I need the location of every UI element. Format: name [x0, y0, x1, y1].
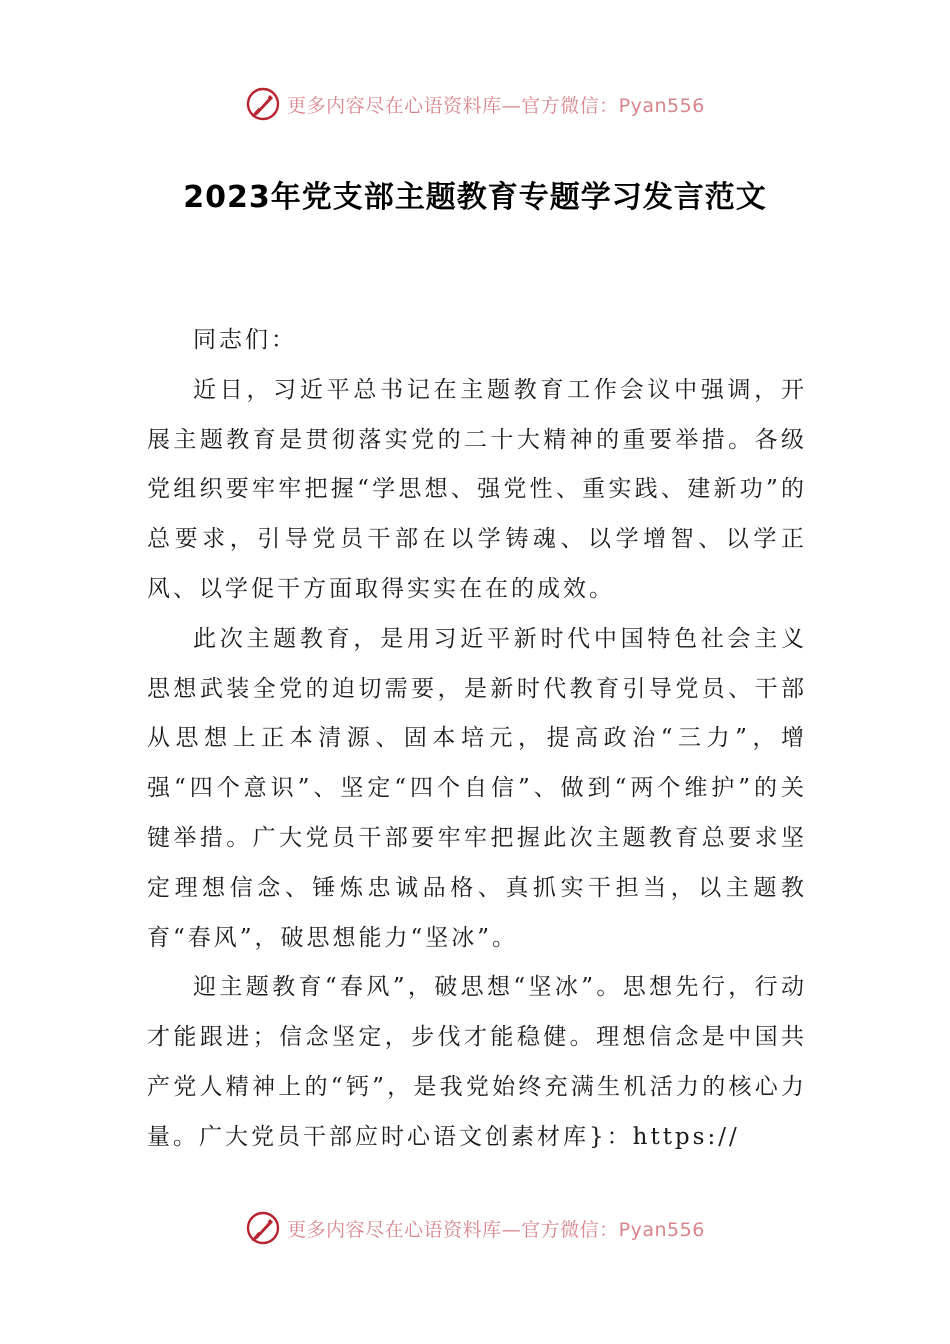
footer-banner — [0, 1208, 950, 1248]
document-title: 2023年党支部主题教育专题学习发言范文 — [183, 180, 767, 215]
quill-logo-icon — [245, 1210, 281, 1246]
paragraph-3: 迎主题教育“春风”，破思想“坚冰”。思想先行，行动才能跟进；信念坚定，步伐才能稳健。理想信念是中国共产党人精神上的“钙”，是我党始终充满生机活力的核心力量。广大党员干部应时心语文创素材库}：https:// — [147, 974, 807, 1150]
paragraph-1: 近日，习近平总书记在主题教育工作会议中强调，开展主题教育是贯彻落实党的二十大精神的重要举措。各级党组织要牢牢把握“学思想、强党性、重实践、建新功”的总要求，引导党员干部在以学铸魂、以学增智、以学正风、以学促干方面取得实实在在的成效。 — [147, 376, 807, 602]
header-banner — [0, 84, 950, 124]
wechat-id: Pyan556 — [618, 94, 705, 117]
banner-text: 更多内容尽在心语资料库—官方微信：Pyan556 — [287, 1218, 705, 1241]
document-body — [147, 316, 807, 1163]
paragraph-2: 此次主题教育，是用习近平新时代中国特色社会主义思想武装全党的迫切需要，是新时代教育引导党员、干部从思想上正本清源、固本培元，提高政治“三力”，增强“四个意识”、坚定“四个自信”、做到“两个维护”的关键举措。广大党员干部要牢牢把握此次主题教育总要求坚定理想信念、锤炼忠诚品格、真抓实干担当，以主题教育“春风”，破思想能力“坚冰”。 — [147, 625, 807, 951]
banner-text: 更多内容尽在心语资料库—官方微信：Pyan556 — [287, 94, 705, 117]
wechat-id: Pyan556 — [618, 1218, 705, 1241]
salutation: 同志们： — [193, 327, 297, 353]
quill-logo-icon — [245, 86, 281, 122]
